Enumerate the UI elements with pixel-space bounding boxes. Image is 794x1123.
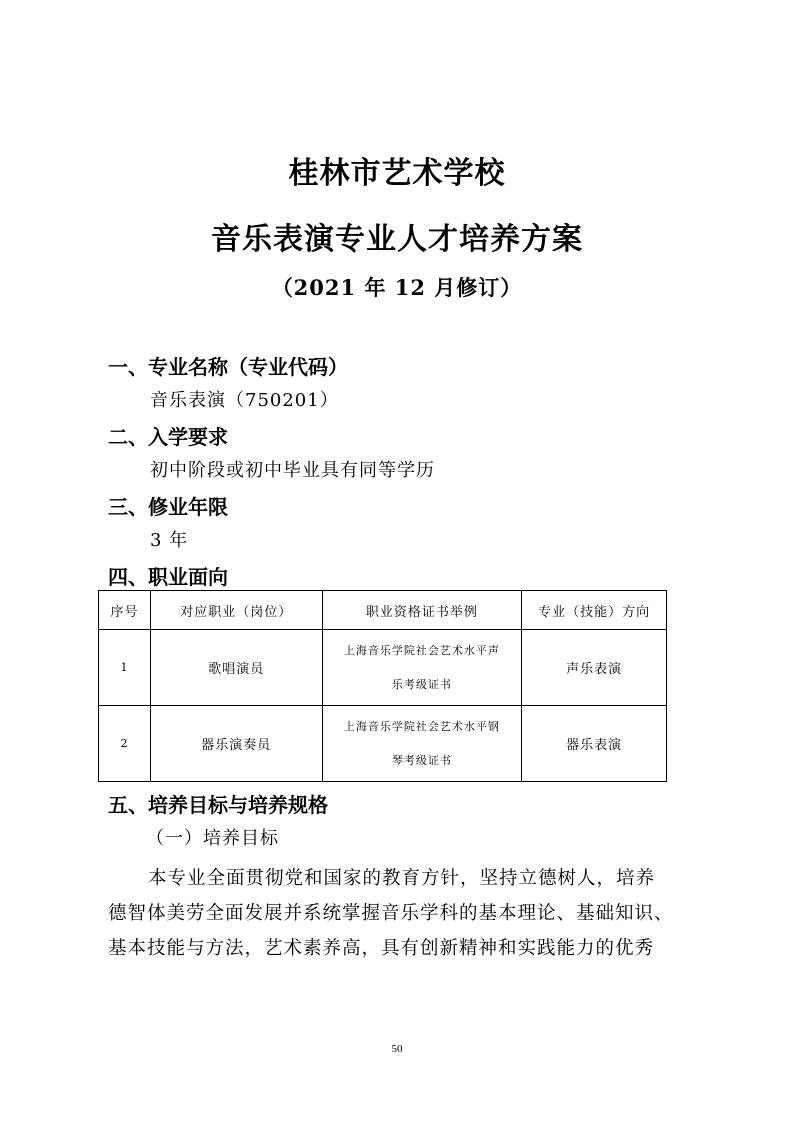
row-certificate (322, 630, 522, 706)
section-2-body: 初中阶段或初中毕业具有同等学历 (150, 460, 435, 481)
table-row (99, 630, 667, 706)
paragraph-line (108, 861, 692, 896)
certificate-line: 琴考级证书 (391, 753, 452, 767)
plan-title: 音乐表演专业人才培养方案 (211, 222, 583, 257)
section-5-heading: 五、培养目标与培养规格 (108, 793, 328, 817)
school-title: 桂林市艺术学校 (288, 156, 506, 191)
header-cell: 序号 (99, 591, 151, 630)
header-cell: 专业（技能）方向 (522, 591, 667, 630)
page-number: 50 (391, 1043, 403, 1055)
certificate-line: 乐考级证书 (391, 677, 452, 691)
row-number: 1 (99, 630, 151, 706)
row-job: 歌唱演员 (150, 630, 322, 706)
certificate-line: 上海音乐学院社会艺术水平声 (343, 643, 500, 657)
paragraph-line: 德智体美劳全面发展并系统掌握音乐学科的基本理论、基础知识、 (108, 903, 674, 924)
row-job: 器乐演奏员 (150, 706, 322, 782)
row-direction: 声乐表演 (522, 630, 667, 706)
section-5-subheading: （一）培养目标 (146, 828, 279, 849)
header-cell: 职业资格证书举例 (322, 591, 522, 630)
section-3-heading: 三、修业年限 (108, 495, 228, 519)
section-3-body: 3 年 (150, 530, 189, 551)
revision-note: （2021 年 12 月修订） (271, 275, 523, 300)
certificate-line: 上海音乐学院社会艺术水平钢 (343, 719, 500, 733)
career-table (98, 590, 667, 782)
paragraph-line: 基本技能与方法，艺术素养高，具有创新精神和实践能力的优秀 (108, 938, 655, 959)
table-header-row (99, 591, 667, 630)
table-row (99, 706, 667, 782)
section-1-heading: 一、专业名称（专业代码） (108, 355, 348, 379)
objective-paragraph (108, 861, 692, 966)
section-4-heading: 四、职业面向 (108, 565, 228, 589)
section-2-heading: 二、入学要求 (108, 425, 228, 449)
section-1-body: 音乐表演（750201） (150, 390, 339, 411)
paragraph-line-text: 本专业全面贯彻党和国家的教育方针，坚持立德树人，培养 (148, 868, 656, 889)
header-cell: 对应职业（岗位） (150, 591, 322, 630)
row-certificate (322, 706, 522, 782)
row-direction: 器乐表演 (522, 706, 667, 782)
row-number: 2 (99, 706, 151, 782)
